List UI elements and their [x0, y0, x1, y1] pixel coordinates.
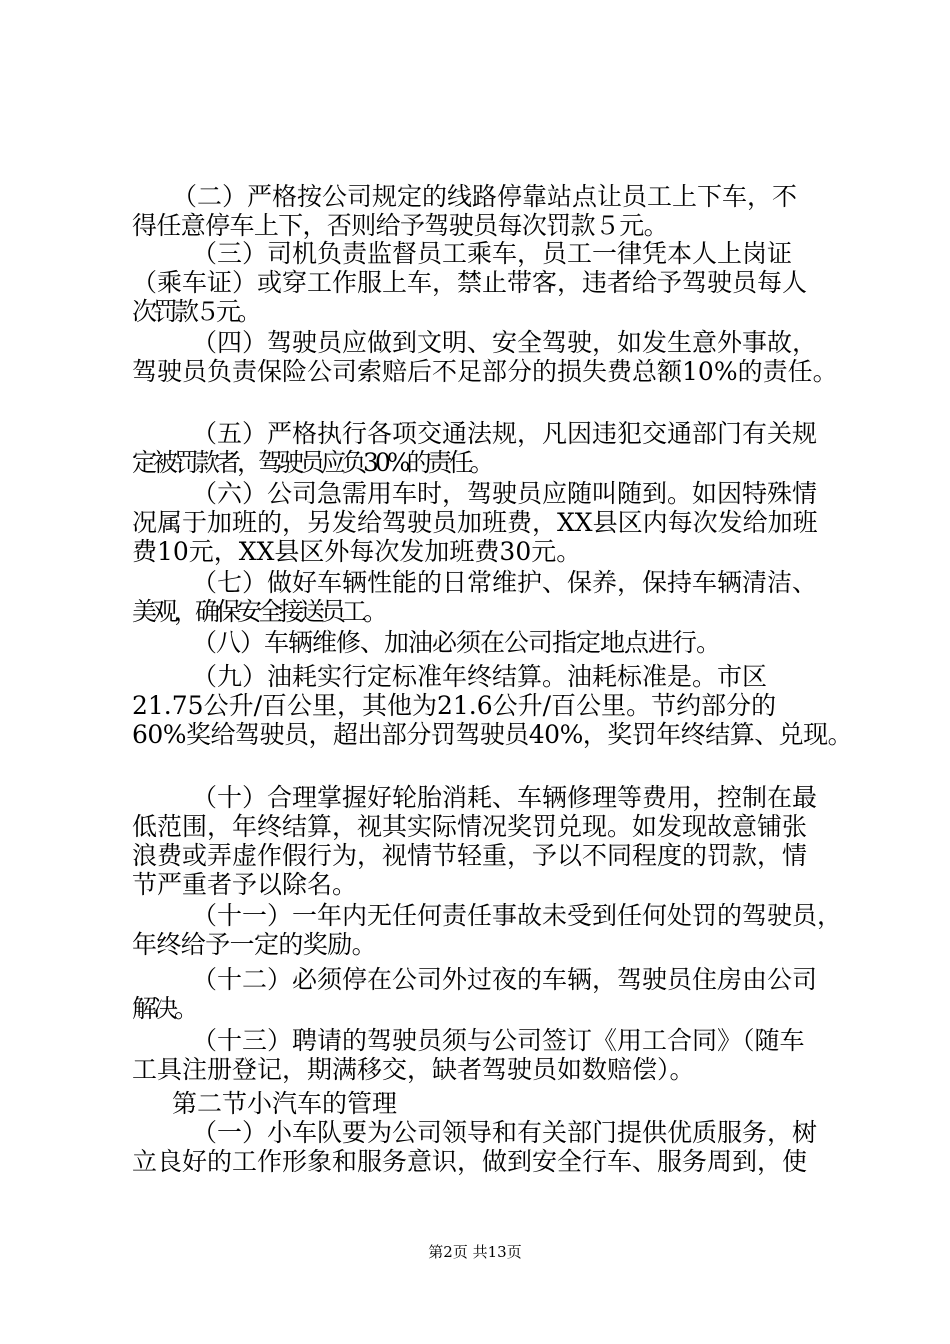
paragraph-12-line-2: 工具注册登记，期满移交，缺者驾驶员如数赔偿）。	[132, 1055, 695, 1084]
paragraph-12-line-1: （十三）聘请的驾驶员须与公司签订《用工合同》（随车	[192, 1026, 805, 1055]
paragraph-6-line-2: 美观，确保安全接送员工。	[132, 597, 385, 626]
paragraph-13-line-1: 第二节小汽车的管理	[172, 1089, 398, 1118]
paragraph-1-line-1: （二）严格按公司规定的线路停靠站点让员工上下车，不	[172, 182, 798, 211]
paragraph-9-line-3: 浪费或弄虚作假行为，视情节轻重，予以不同程度的罚款，情	[132, 841, 808, 870]
paragraph-5-line-1: （六）公司急需用车时，驾驶员应随叫随到。如因特殊情	[192, 479, 818, 508]
paragraph-7-line-1: （八）车辆维修、加油必须在公司指定地点进行。	[192, 628, 721, 657]
paragraph-8-line-1: （九）油耗实行定标准年终结算。油耗标准是。市区	[192, 662, 768, 691]
paragraph-10-line-1: （十一）一年内无任何责任事故未受到任何处罚的驾驶员，	[192, 901, 843, 930]
paragraph-14-line-2: 立良好的工作形象和服务意识，做到安全行车、服务周到，使	[132, 1147, 808, 1176]
page-footer: 第2页 共13页	[428, 1243, 522, 1261]
paragraph-10-line-2: 年终给予一定的奖励。	[132, 930, 377, 959]
paragraph-8-line-3: 60%奖给驾驶员，超出部分罚驾驶员40%，奖罚年终结算、兑现。	[132, 720, 853, 749]
paragraph-9-line-1: （十）合理掌握好轮胎消耗、车辆修理等费用，控制在最	[192, 783, 818, 812]
paragraph-6-line-1: （七）做好车辆性能的日常维护、保养，保持车辆清洁、	[192, 568, 818, 597]
paragraph-14-line-1: （一）小车队要为公司领导和有关部门提供优质服务，树	[192, 1118, 818, 1147]
paragraph-2-line-1: （三）司机负责监督员工乘车，员工一律凭本人上岗证	[192, 239, 793, 268]
paragraph-1-line-2: 得任意停车上下，否则给予驾驶员每次罚款５元。	[132, 211, 669, 240]
paragraph-11-line-2: 解决。	[132, 994, 196, 1023]
paragraph-5-line-2: 况属于加班的，另发给驾驶员加班费，XX县区内每次发给加班	[132, 508, 818, 537]
paragraph-2-line-2: （乘车证）或穿工作服上车，禁止带客，违者给予驾驶员每人	[132, 268, 808, 297]
paragraph-4-line-1: （五）严格执行各项交通法规，凡因违犯交通部门有关规	[192, 419, 818, 448]
paragraph-5-line-3: 费10元，XX县区外每次发加班费30元。	[132, 537, 582, 566]
paragraph-4-line-2: 定被罚款者，驾驶员应负30%的责任。	[132, 448, 491, 477]
paragraph-9-line-2: 低范围，年终结算，视其实际情况奖罚兑现。如发现故意铺张	[132, 812, 808, 841]
paragraph-3-line-2: 驾驶员负责保险公司索赔后不足部分的损失费总额10%的责任。	[132, 357, 838, 386]
paragraph-2-line-3: 次罚款５元。	[132, 297, 259, 326]
paragraph-11-line-1: （十二）必须停在公司外过夜的车辆，驾驶员住房由公司	[192, 965, 818, 994]
paragraph-9-line-4: 节严重者予以除名。	[132, 870, 358, 899]
paragraph-8-line-2: 21.75公升/百公里，其他为21.6公升/百公里。节约部分的	[132, 691, 777, 720]
paragraph-3-line-1: （四）驾驶员应做到文明、安全驾驶，如发生意外事故，	[192, 328, 818, 357]
